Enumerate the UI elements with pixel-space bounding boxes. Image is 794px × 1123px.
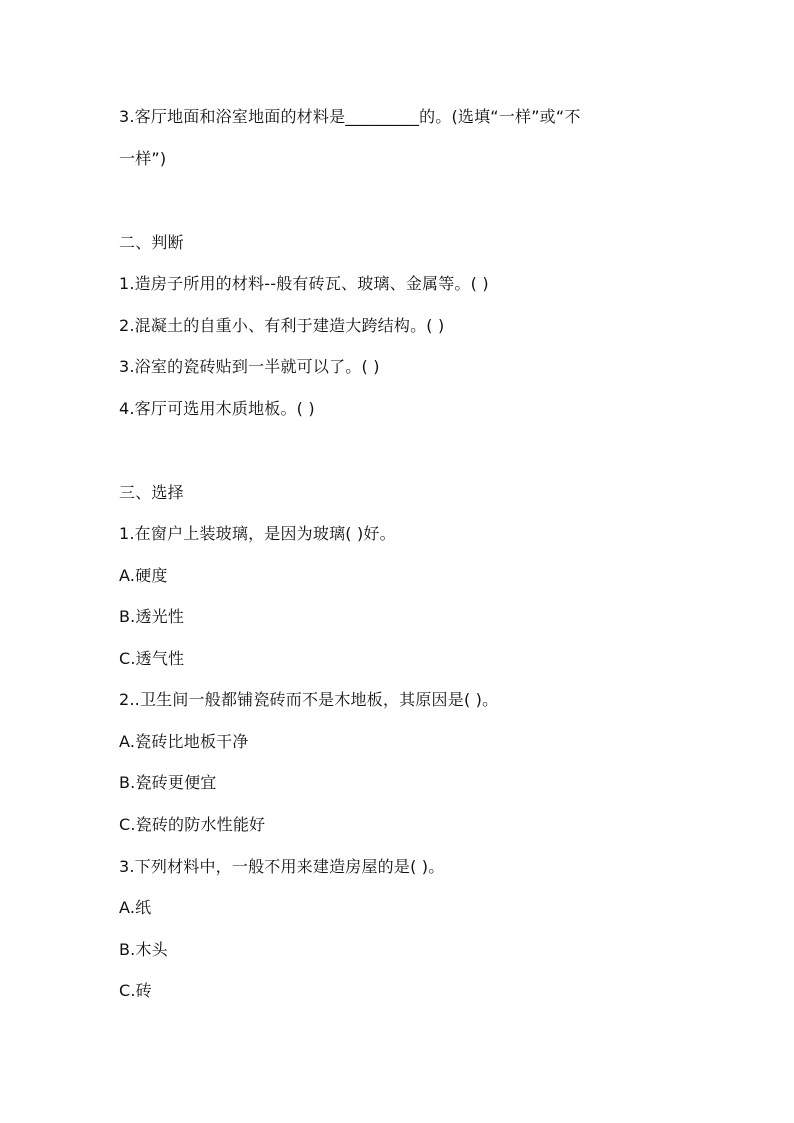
choice-question-1-option-b: B.透光性 [119,607,185,626]
choice-section-heading: 三、选择 [119,483,184,502]
choice-question-1-option-c: C.透气性 [119,649,185,668]
choice-question-1-stem: 1.在窗户上装玻璃，是因为玻璃( )好。 [119,524,396,543]
choice-question-3-option-b: B.木头 [119,940,168,959]
judgment-section-heading: 二、判断 [119,233,184,252]
judgment-item-4: 4.客厅可选用木质地板。( ) [119,399,315,418]
choice-question-3-stem: 3.下列材料中，一般不用来建造房屋的是( )。 [119,857,445,876]
choice-question-2-option-a: A.瓷砖比地板干净 [119,732,249,751]
fill-in-question-3-line-1: 3.客厅地面和浴室地面的材料是_________的。(选填“一样”或“不 [119,107,581,126]
choice-question-1-option-a: A.硬度 [119,566,168,585]
judgment-item-1: 1.造房子所用的材料--般有砖瓦、玻璃、金属等。( ) [119,274,489,293]
fill-in-question-3-line-2: 一样”) [119,149,167,168]
choice-question-3-option-a: A.纸 [119,898,152,917]
choice-question-2-option-b: B.瓷砖更便宜 [119,773,217,792]
choice-question-3-option-c: C.砖 [119,981,152,1000]
judgment-item-2: 2.混凝土的自重小、有利于建造大跨结构。( ) [119,316,445,335]
choice-question-2-option-c: C.瓷砖的防水性能好 [119,815,266,834]
choice-question-2-stem: 2..卫生间一般都铺瓷砖而不是木地板，其原因是( )。 [119,690,499,709]
judgment-item-3: 3.浴室的瓷砖贴到一半就可以了。( ) [119,357,380,376]
